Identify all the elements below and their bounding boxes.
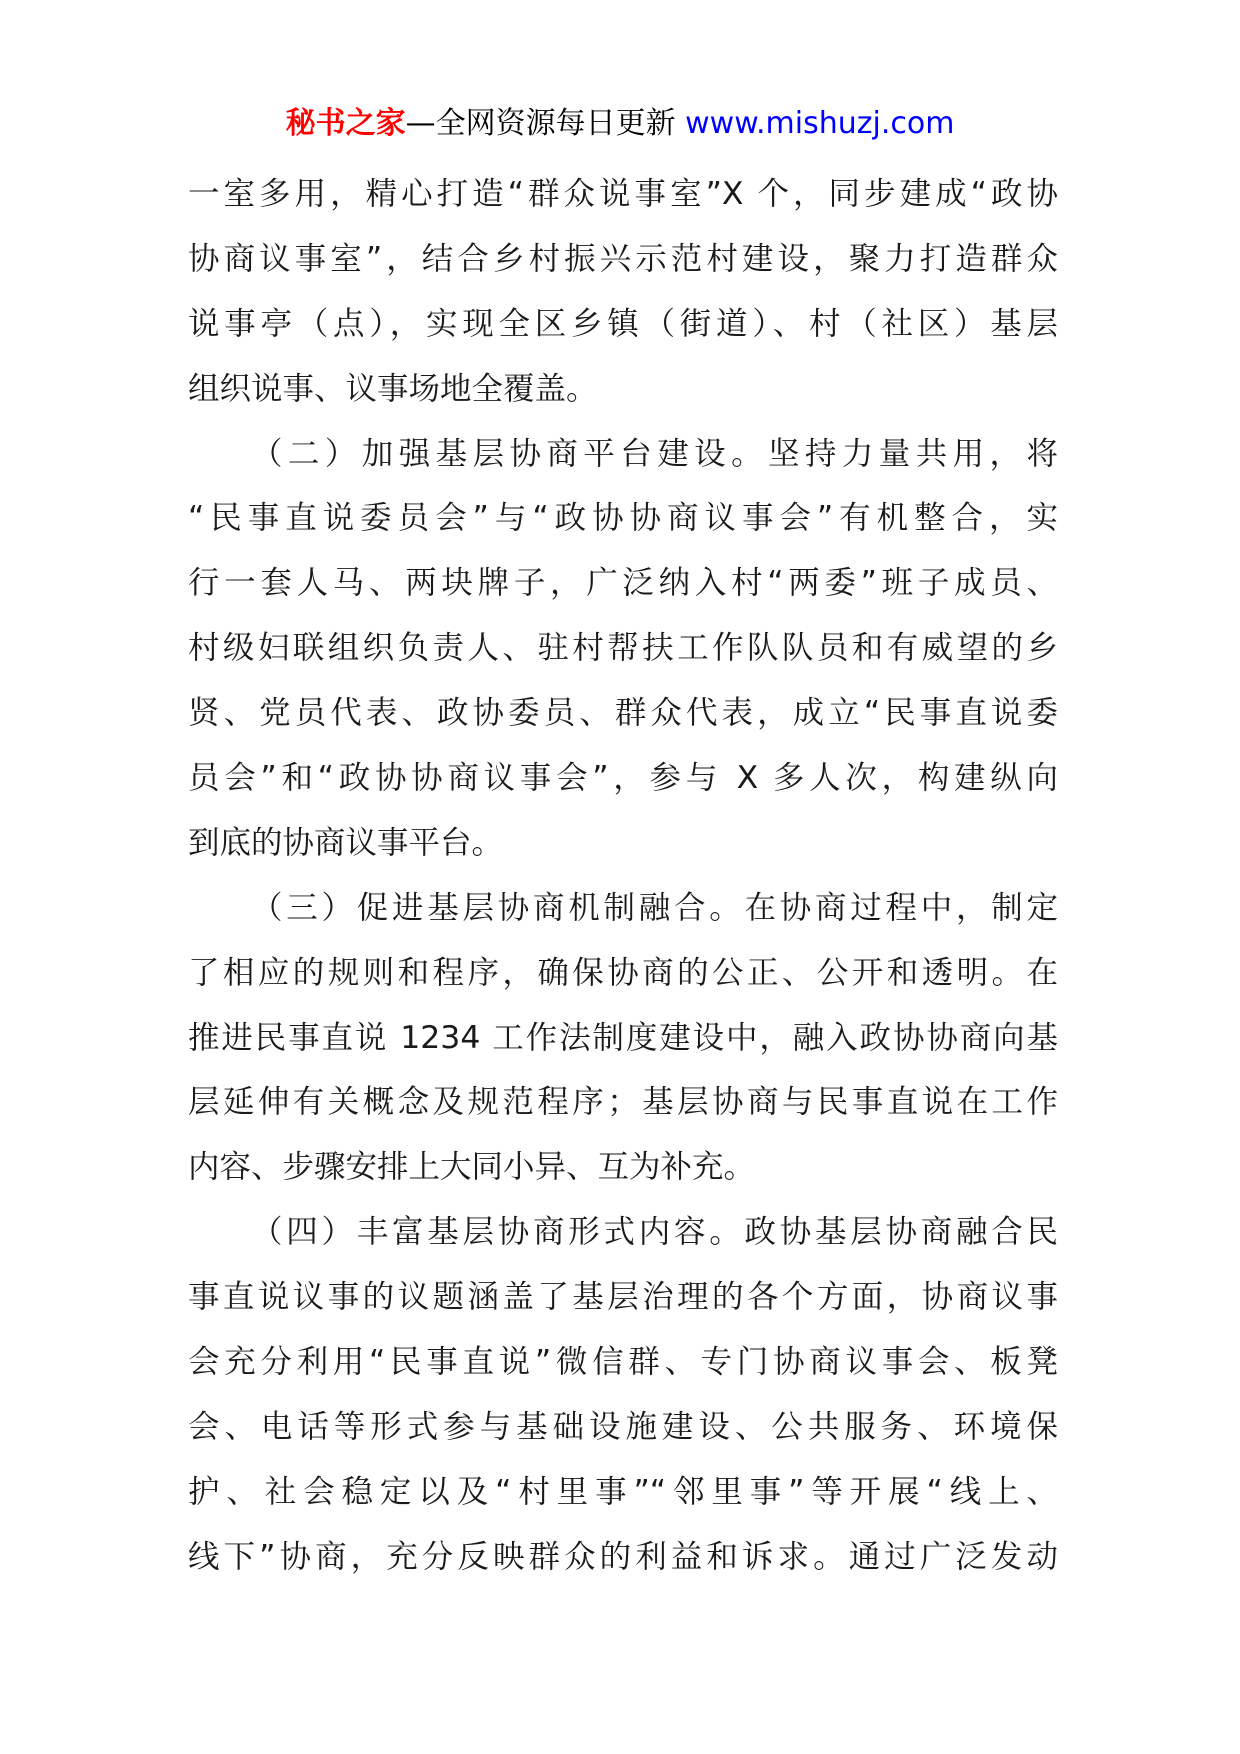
- text-line: 一室多用，精心打造“群众说事室”X 个，同步建成“政协: [188, 176, 1058, 212]
- text-line: 村级妇联组织负责人、驻村帮扶工作队队员和有威望的乡: [188, 630, 1058, 667]
- site-url-link[interactable]: www.mishuzj.com: [685, 106, 955, 141]
- header-tagline: —全网资源每日更新: [405, 106, 686, 141]
- text-line: 贤、党员代表、政协委员、群众代表，成立“民事直说委: [188, 695, 1058, 732]
- paragraph-3: [188, 876, 1058, 1200]
- text-line: 内容、步骤安排上大同小异、互为补充。: [188, 1149, 756, 1186]
- text-line: 护、社会稳定以及“村里事”“邻里事”等开展“线上、: [188, 1473, 1058, 1510]
- document-body: [188, 162, 1058, 1590]
- text-line: 说事亭（点），实现全区乡镇（街道）、村（社区）基层: [188, 305, 1058, 342]
- site-header: [0, 100, 1240, 148]
- text-line: 层延伸有关概念及规范程序；基层协商与民事直说在工作: [188, 1084, 1058, 1121]
- text-line: “民事直说委员会”与“政协协商议事会”有机整合，实: [188, 500, 1058, 537]
- text-line: 协商议事室”，结合乡村振兴示范村建设，聚力打造群众: [188, 240, 1058, 277]
- text-line: 了相应的规则和程序，确保协商的公正、公开和透明。在: [188, 954, 1058, 991]
- paragraph-4: [188, 1200, 1058, 1589]
- text-line: 员会”和“政协协商议事会”，参与 X 多人次，构建纵向: [188, 760, 1058, 797]
- text-line: 行一套人马、两块牌子，广泛纳入村“两委”班子成员、: [188, 565, 1058, 602]
- text-line: 到底的协商议事平台。: [188, 824, 504, 861]
- brand-name: 秘书之家: [285, 106, 406, 141]
- text-line: 事直说议事的议题涵盖了基层治理的各个方面，协商议事: [188, 1279, 1058, 1316]
- section-heading-line: （二）加强基层协商平台建设。坚持力量共用，将: [251, 435, 1058, 472]
- paragraph-1: [188, 162, 1058, 422]
- paragraph-2: [188, 422, 1058, 876]
- text-line: 会充分利用“民事直说”微信群、专门协商议事会、板凳: [188, 1344, 1058, 1381]
- text-line: 推进民事直说 1234 工作法制度建设中，融入政协协商向基: [188, 1019, 1058, 1056]
- text-line: 组织说事、议事场地全覆盖。: [188, 370, 598, 407]
- text-line: 线下”协商，充分反映群众的利益和诉求。通过广泛发动: [188, 1538, 1058, 1575]
- section-heading-line: （三）促进基层协商机制融合。在协商过程中，制定: [251, 889, 1058, 926]
- text-line: 会、电话等形式参与基础设施建设、公共服务、环境保: [188, 1408, 1058, 1445]
- section-heading-line: （四）丰富基层协商形式内容。政协基层协商融合民: [251, 1214, 1058, 1251]
